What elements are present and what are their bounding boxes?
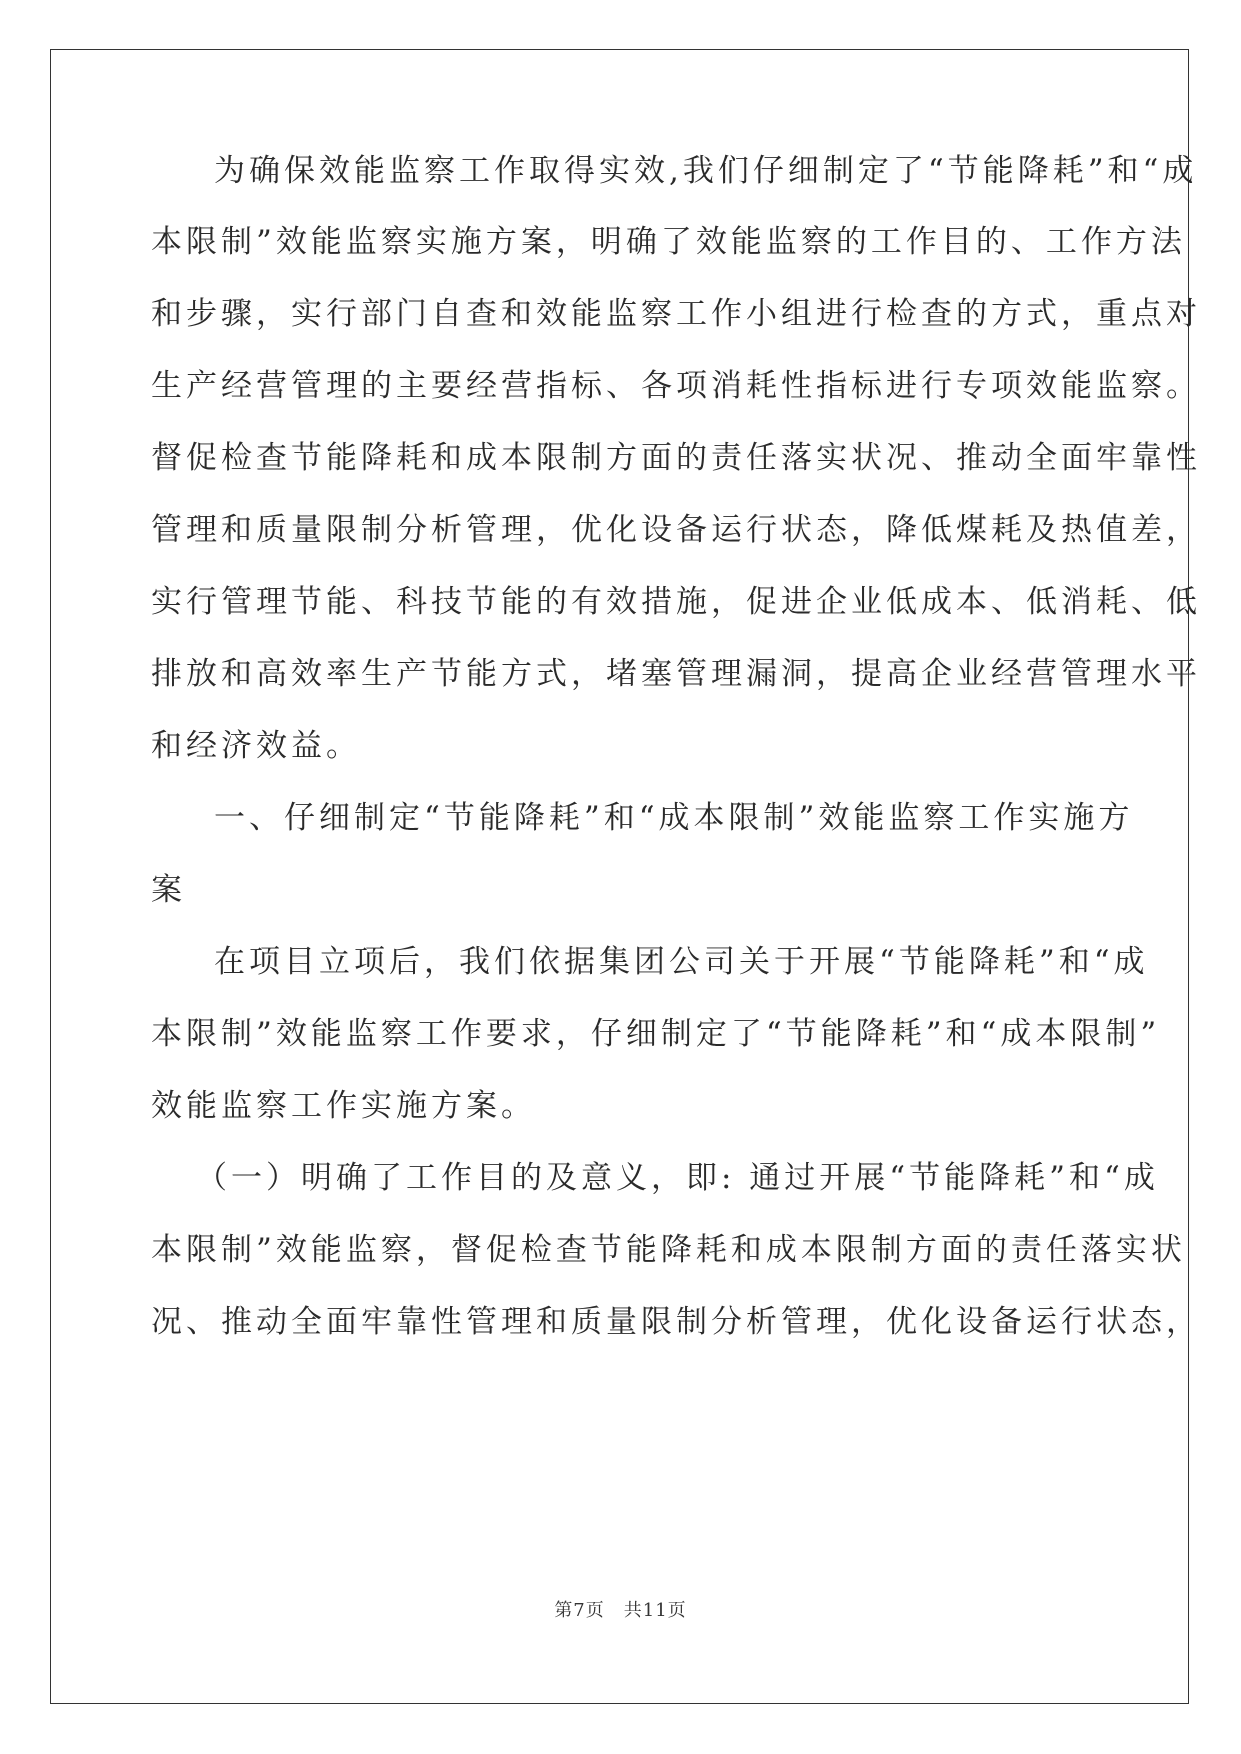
paragraph-line: 排放和高效率生产节能方式，堵塞管理漏洞，提高企业经营管理水平 xyxy=(151,656,1201,692)
paragraph-line: 在项目立项后，我们依据集团公司关于开展“节能降耗”和“成 xyxy=(214,944,1149,980)
paragraph-line: 和经济效益。 xyxy=(151,728,361,764)
paragraph-line: 和步骤，实行部门自查和效能监察工作小组进行检查的方式，重点对 xyxy=(151,296,1201,332)
paragraph-line: 本限制”效能监察实施方案，明确了效能监察的工作目的、工作方法 xyxy=(151,224,1186,260)
paragraph-line: 生产经营管理的主要经营指标、各项消耗性指标进行专项效能监察。 xyxy=(151,368,1201,404)
paragraph-line: 本限制”效能监察工作要求，仔细制定了“节能降耗”和“成本限制” xyxy=(151,1016,1161,1052)
subsection-line: （一）明确了工作目的及意义，即: 通过开展“节能降耗”和“成 xyxy=(196,1160,1159,1196)
paragraph-line: 督促检查节能降耗和成本限制方面的责任落实状况、推动全面牢靠性 xyxy=(151,440,1201,476)
page-number-footer: 第7页 共11页 xyxy=(554,1600,687,1621)
paragraph-line: 为确保效能监察工作取得实效,我们仔细制定了“节能降耗”和“成 xyxy=(214,153,1198,189)
section-heading-line: 一、仔细制定“节能降耗”和“成本限制”效能监察工作实施方 xyxy=(214,800,1134,836)
paragraph-line: 管理和质量限制分析管理，优化设备运行状态，降低煤耗及热值差， xyxy=(151,512,1201,548)
paragraph-line: 本限制”效能监察，督促检查节能降耗和成本限制方面的责任落实状 xyxy=(151,1232,1186,1268)
paragraph-line: 实行管理节能、科技节能的有效措施，促进企业低成本、低消耗、低 xyxy=(151,584,1201,620)
paragraph-line: 效能监察工作实施方案。 xyxy=(151,1088,536,1124)
section-heading-line: 案 xyxy=(151,872,186,908)
paragraph-line: 况、推动全面牢靠性管理和质量限制分析管理，优化设备运行状态， xyxy=(151,1304,1201,1340)
